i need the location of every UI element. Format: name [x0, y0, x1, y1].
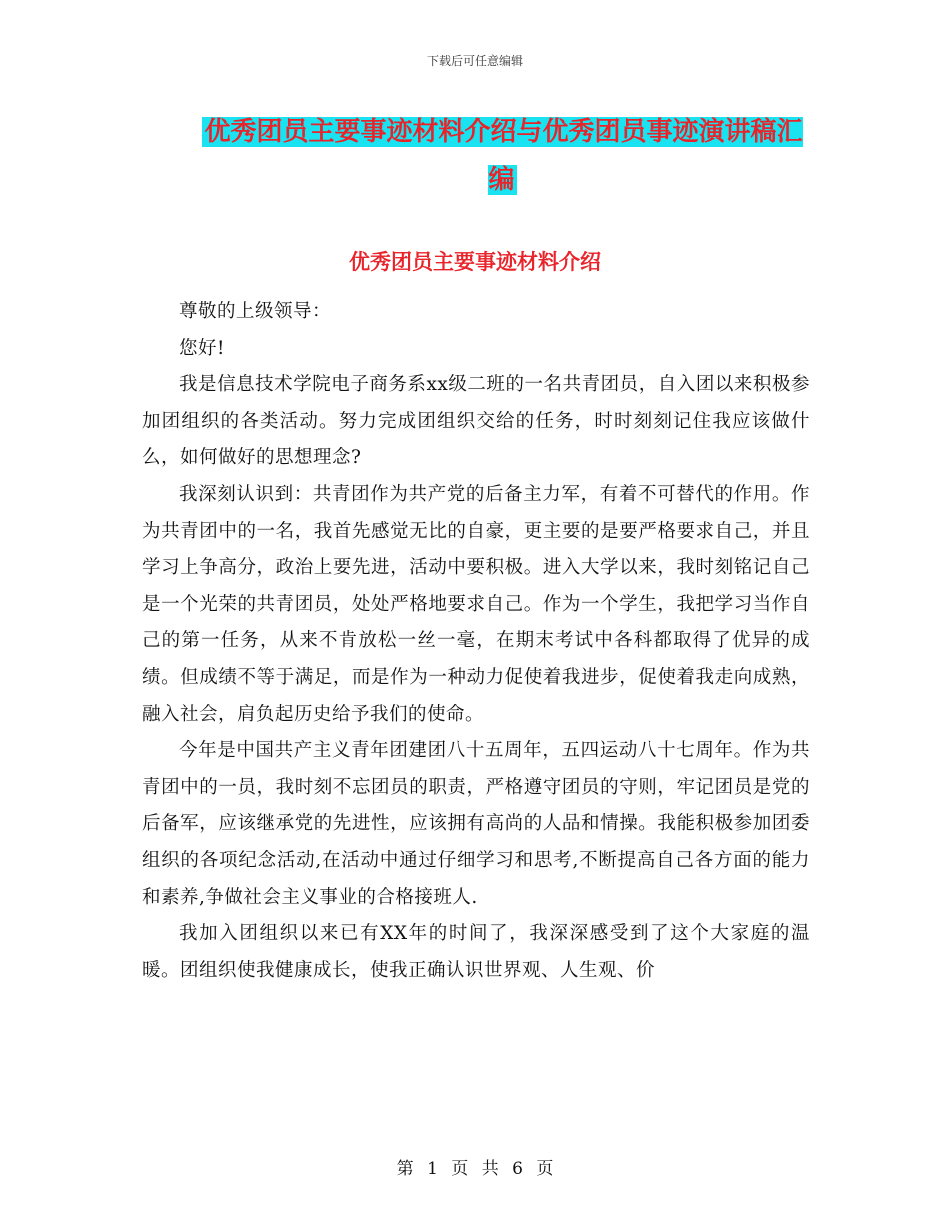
document-title [190, 108, 815, 204]
body-paragraph: 今年是中国共产主义青年团建团八十五周年，五四运动八十七周年。作为共青团中的一员，我时刻不忘团员的职责，严格遵守团员的守则，牢记团员是党的后备军，应该继承党的先进性，应该拥有高尚的人品和情操。我能积极参加团委组织的各项纪念活动,在活动中通过仔细学习和思考,不断提高自己各方面的能力和素养,争做社会主义事业的合格接班人. [142, 740, 810, 908]
document-title-highlight: 优秀团员主要事迹材料介绍与优秀团员事迹演讲稿汇编 [204, 117, 803, 195]
salutation: 尊敬的上级领导： [179, 301, 332, 322]
body-paragraph: 我深刻认识到：共青团作为共产党的后备主力军，有着不可替代的作用。作为共青团中的一名，我首先感觉无比的自豪，更主要的是要严格要求自己，并且学习上争高分，政治上要先进，活动中要积极。进入大学以来，我时刻铭记自己是一个光荣的共青团员，处处严格地要求自己。作为一个学生，我把学习当作自己的第一任务，从来不肯放松一丝一毫，在期末考试中各科都取得了优异的成绩。但成绩不等于满足，而是作为一种动力促使着我进步，促使着我走向成熟，融入社会，肩负起历史给予我们的使命。 [142, 483, 810, 725]
document-body [142, 294, 810, 989]
section-title: 优秀团员主要事迹材料介绍 [349, 250, 601, 274]
page-number-footer: 第 1 页 共 6 页 [396, 1159, 554, 1179]
greeting: 您好! [179, 337, 225, 359]
body-paragraph: 我加入团组织以来已有XX年的时间了，我深深感受到了这个大家庭的温暖。团组织使我健康成长，使我正确认识世界观、人生观、价 [142, 923, 810, 981]
body-paragraph: 我是信息技术学院电子商务系xx级二班的一名共青团员，自入团以来积极参加团组织的各类活动。努力完成团组织交给的任务，时时刻刻记住我应该做什么，如何做好的思想理念? [142, 374, 810, 469]
page-header-note: 下载后可任意编辑 [426, 54, 523, 68]
